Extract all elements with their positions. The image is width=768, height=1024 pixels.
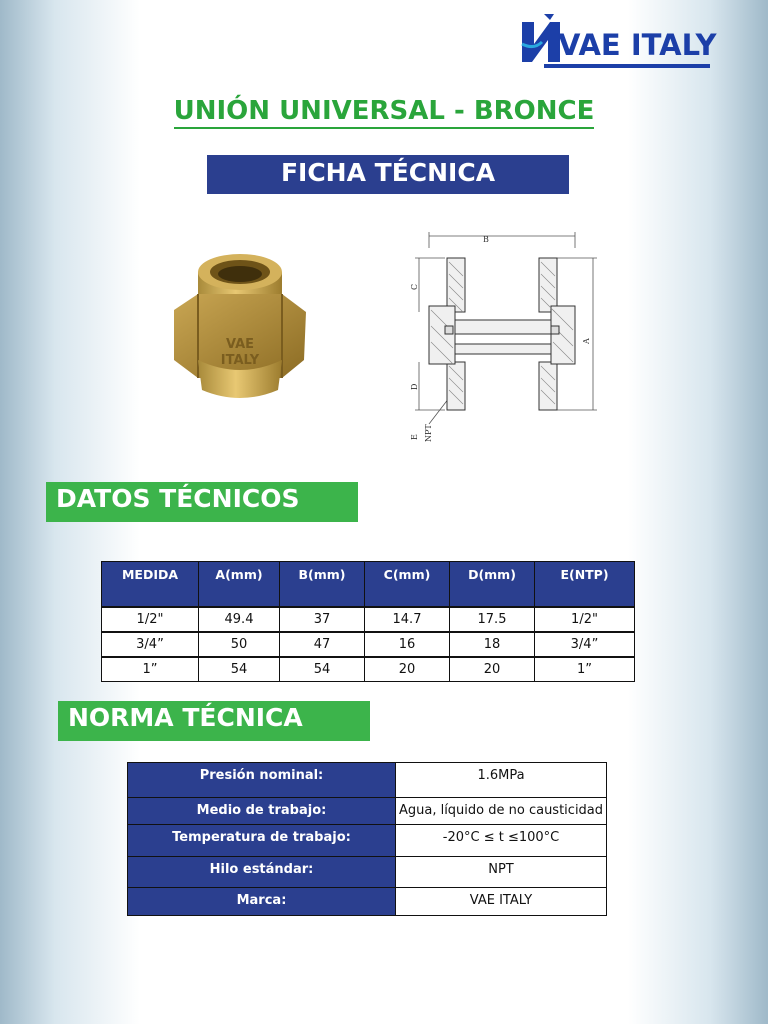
- norma-table: [127, 762, 607, 916]
- dim-label-c: C: [410, 283, 419, 290]
- table-row: [128, 825, 607, 857]
- page-title: [0, 96, 768, 126]
- product-photo: [168, 250, 312, 402]
- spec-key: Temperatura de trabajo:: [128, 825, 396, 857]
- table-row: [102, 607, 635, 632]
- table-cell: 14.7: [365, 607, 450, 632]
- spec-key: Medio de trabajo:: [128, 798, 396, 825]
- table-header-cell: E(NTP): [535, 562, 635, 608]
- table-cell: 50: [199, 632, 280, 657]
- table-cell: 1/2": [535, 607, 635, 632]
- table-row: [128, 888, 607, 916]
- spec-value: 1.6MPa: [396, 763, 607, 798]
- dim-label-e: E: [410, 434, 419, 440]
- dim-label-a: A: [582, 338, 591, 344]
- spec-value: Agua, líquido de no causticidad: [396, 798, 607, 825]
- spec-value: VAE ITALY: [396, 888, 607, 916]
- table-cell: 3/4”: [535, 632, 635, 657]
- dim-label-d: D: [410, 383, 419, 390]
- table-header-cell: C(mm): [365, 562, 450, 608]
- table-cell: 49.4: [199, 607, 280, 632]
- spec-key: Marca:: [128, 888, 396, 916]
- table-cell: 3/4”: [102, 632, 199, 657]
- spec-key: Hilo estándar:: [128, 857, 396, 888]
- spec-value: NPT: [396, 857, 607, 888]
- norma-tecnica-heading: NORMA TÉCNICA: [58, 701, 370, 741]
- datos-tecnicos-heading: DATOS TÉCNICOS: [46, 482, 358, 522]
- brand-underline: [544, 64, 710, 68]
- table-header-cell: B(mm): [280, 562, 365, 608]
- table-cell: 1/2": [102, 607, 199, 632]
- table-cell: 1”: [102, 657, 199, 682]
- table-header-cell: MEDIDA: [102, 562, 199, 608]
- table-row: [102, 657, 635, 682]
- table-cell: 1”: [535, 657, 635, 682]
- table-row: [128, 798, 607, 825]
- brand-logo: [520, 14, 716, 70]
- table-cell: 54: [199, 657, 280, 682]
- table-row: [128, 763, 607, 798]
- table-cell: 17.5: [450, 607, 535, 632]
- engraving-line2: ITALY: [220, 353, 260, 368]
- table-cell: 54: [280, 657, 365, 682]
- technical-drawing: [405, 228, 605, 444]
- table-cell: 20: [450, 657, 535, 682]
- table-cell: 37: [280, 607, 365, 632]
- table-cell: 20: [365, 657, 450, 682]
- page-title-text: UNIÓN UNIVERSAL - BRONCE: [174, 96, 595, 129]
- table-cell: 47: [280, 632, 365, 657]
- dim-label-b: B: [483, 235, 489, 244]
- brand-name: VAE ITALY: [558, 28, 717, 62]
- table-header-cell: A(mm): [199, 562, 280, 608]
- spec-value: -20°C ≤ t ≤100°C: [396, 825, 607, 857]
- ficha-tecnica-banner: FICHA TÉCNICA: [207, 155, 569, 194]
- engraving-line1: VAE: [225, 337, 255, 352]
- table-cell: 16: [365, 632, 450, 657]
- table-cell: 18: [450, 632, 535, 657]
- table-header-cell: D(mm): [450, 562, 535, 608]
- spec-key: Presión nominal:: [128, 763, 396, 798]
- dimensions-table: [101, 561, 635, 682]
- dim-label-npt: NPT: [424, 424, 433, 442]
- table-header-row: [102, 562, 635, 608]
- table-row: [128, 857, 607, 888]
- table-row: [102, 632, 635, 657]
